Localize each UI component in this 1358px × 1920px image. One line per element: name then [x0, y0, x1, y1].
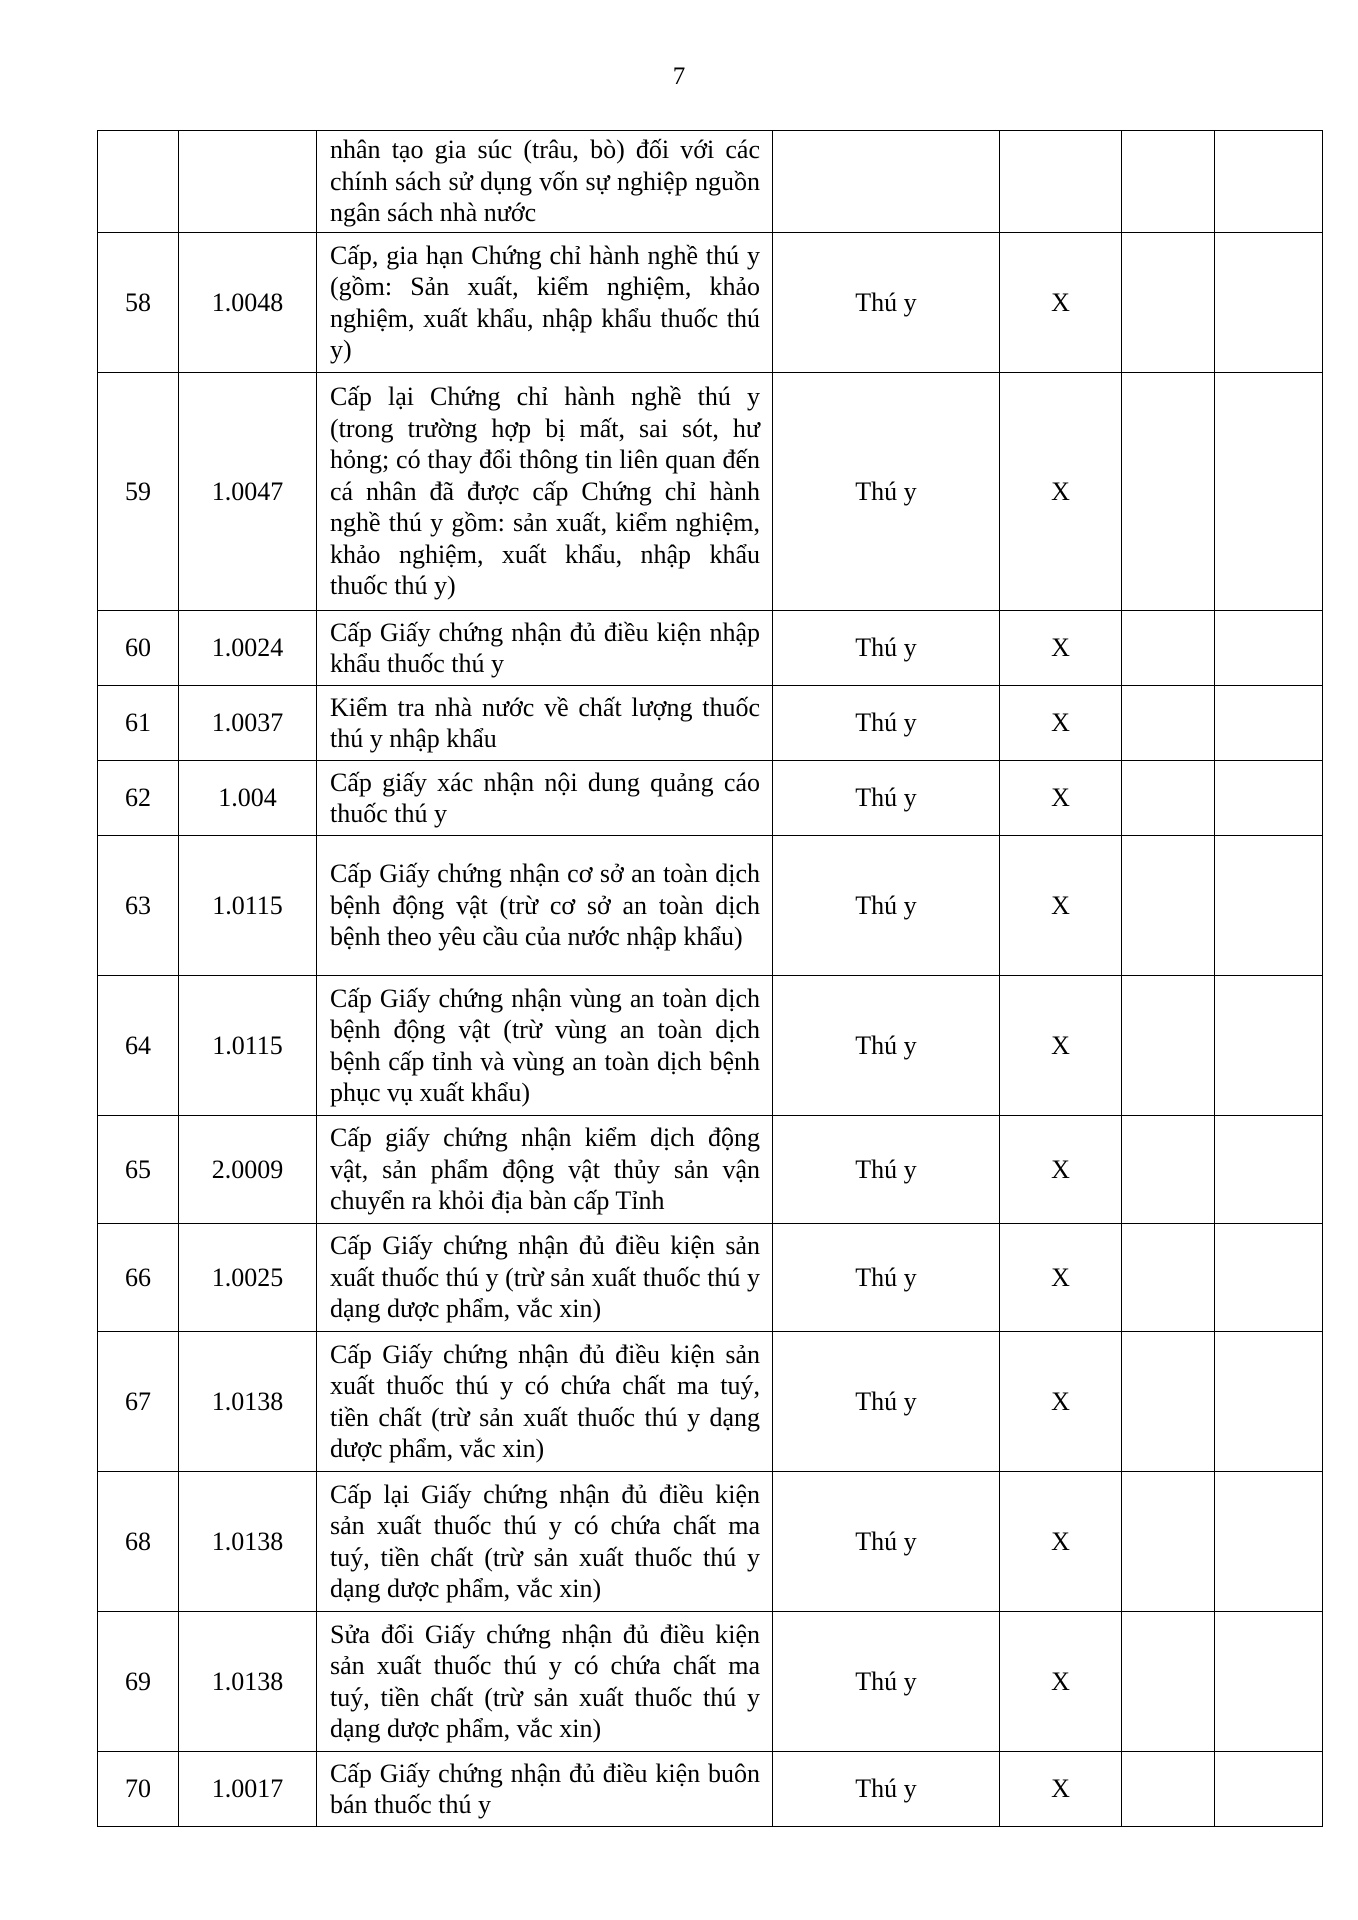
- cell-extra-1: [1122, 976, 1215, 1116]
- cell-mark: X: [1000, 1332, 1122, 1472]
- cell-extra-2: [1215, 611, 1323, 686]
- cell-no: 68: [98, 1472, 179, 1612]
- cell-field: Thú y: [773, 976, 1000, 1116]
- cell-procedure: Cấp Giấy chứng nhận vùng an toàn dịch bệnh động vật (trừ vùng an toàn dịch bệnh cấp tỉnh và vùng an toàn dịch bệnh phục vụ xuất khẩu): [317, 976, 773, 1116]
- table-row-continued: [98, 131, 1323, 233]
- cell-mark: X: [1000, 611, 1122, 686]
- cell-field: Thú y: [773, 1472, 1000, 1612]
- cell-field: [773, 131, 1000, 233]
- cell-extra-1: [1122, 1612, 1215, 1752]
- cell-mark: X: [1000, 836, 1122, 976]
- cell-procedure: Cấp lại Chứng chỉ hành nghề thú y (trong trường hợp bị mất, sai sót, hư hỏng; có thay đổi thông tin liên quan đến cá nhân đã được cấp Chứng chỉ hành nghề thú y gồm: sản xuất, kiểm nghiệm, khảo nghiệm, xuất khẩu, nhập khẩu thuốc thú y): [317, 373, 773, 611]
- cell-code: 1.0138: [179, 1612, 317, 1752]
- cell-field: Thú y: [773, 233, 1000, 373]
- cell-extra-1: [1122, 1332, 1215, 1472]
- cell-no: 66: [98, 1224, 179, 1332]
- cell-mark: X: [1000, 1116, 1122, 1224]
- cell-extra-1: [1122, 836, 1215, 976]
- cell-extra-1: [1122, 761, 1215, 836]
- cell-mark: X: [1000, 1612, 1122, 1752]
- cell-extra-1: [1122, 1224, 1215, 1332]
- cell-extra-1: [1122, 611, 1215, 686]
- table-row: [98, 1612, 1323, 1752]
- cell-no: 63: [98, 836, 179, 976]
- cell-extra-2: [1215, 1224, 1323, 1332]
- cell-extra-1: [1122, 233, 1215, 373]
- cell-code: 1.0037: [179, 686, 317, 761]
- cell-extra-2: [1215, 131, 1323, 233]
- cell-code: 1.0138: [179, 1332, 317, 1472]
- cell-extra-2: [1215, 1752, 1323, 1827]
- cell-no: 62: [98, 761, 179, 836]
- cell-no: 67: [98, 1332, 179, 1472]
- cell-no: 64: [98, 976, 179, 1116]
- cell-code: 1.0115: [179, 976, 317, 1116]
- cell-field: Thú y: [773, 1612, 1000, 1752]
- cell-extra-2: [1215, 976, 1323, 1116]
- cell-field: Thú y: [773, 761, 1000, 836]
- cell-extra-1: [1122, 686, 1215, 761]
- cell-code: 2.0009: [179, 1116, 317, 1224]
- table-row: [98, 373, 1323, 611]
- cell-code: 1.0025: [179, 1224, 317, 1332]
- cell-code: 1.0048: [179, 233, 317, 373]
- cell-procedure: Cấp Giấy chứng nhận đủ điều kiện buôn bán thuốc thú y: [317, 1752, 773, 1827]
- cell-field: Thú y: [773, 373, 1000, 611]
- cell-code: 1.0138: [179, 1472, 317, 1612]
- cell-code: 1.0017: [179, 1752, 317, 1827]
- cell-field: Thú y: [773, 686, 1000, 761]
- cell-extra-1: [1122, 131, 1215, 233]
- cell-code: [179, 131, 317, 233]
- cell-mark: X: [1000, 1752, 1122, 1827]
- cell-mark: X: [1000, 761, 1122, 836]
- cell-procedure: Cấp giấy xác nhận nội dung quảng cáo thuốc thú y: [317, 761, 773, 836]
- cell-extra-2: [1215, 1332, 1323, 1472]
- cell-extra-2: [1215, 373, 1323, 611]
- cell-no: [98, 131, 179, 233]
- table-row: [98, 1116, 1323, 1224]
- table-row: [98, 611, 1323, 686]
- table-row: [98, 761, 1323, 836]
- cell-field: Thú y: [773, 1752, 1000, 1827]
- procedures-table: [97, 130, 1323, 1827]
- cell-no: 58: [98, 233, 179, 373]
- cell-no: 60: [98, 611, 179, 686]
- cell-procedure: Cấp lại Giấy chứng nhận đủ điều kiện sản xuất thuốc thú y có chứa chất ma tuý, tiền chất (trừ sản xuất thuốc thú y dạng dược phẩm, vắc xin): [317, 1472, 773, 1612]
- cell-mark: [1000, 131, 1122, 233]
- cell-extra-2: [1215, 761, 1323, 836]
- cell-code: 1.004: [179, 761, 317, 836]
- cell-extra-1: [1122, 373, 1215, 611]
- cell-no: 70: [98, 1752, 179, 1827]
- cell-procedure: Cấp giấy chứng nhận kiểm dịch động vật, sản phẩm động vật thủy sản vận chuyển ra khỏi địa bàn cấp Tỉnh: [317, 1116, 773, 1224]
- cell-field: Thú y: [773, 1224, 1000, 1332]
- cell-extra-1: [1122, 1752, 1215, 1827]
- cell-extra-2: [1215, 1472, 1323, 1612]
- cell-procedure: Cấp Giấy chứng nhận đủ điều kiện nhập khẩu thuốc thú y: [317, 611, 773, 686]
- cell-procedure: Cấp, gia hạn Chứng chỉ hành nghề thú y (gồm: Sản xuất, kiểm nghiệm, khảo nghiệm, xuất khẩu, nhập khẩu thuốc thú y): [317, 233, 773, 373]
- cell-mark: X: [1000, 686, 1122, 761]
- cell-no: 59: [98, 373, 179, 611]
- cell-procedure: Sửa đổi Giấy chứng nhận đủ điều kiện sản xuất thuốc thú y có chứa chất ma tuý, tiền chất (trừ sản xuất thuốc thú y dạng dược phẩm, vắc xin): [317, 1612, 773, 1752]
- cell-mark: X: [1000, 976, 1122, 1116]
- cell-extra-1: [1122, 1472, 1215, 1612]
- cell-procedure: Kiểm tra nhà nước về chất lượng thuốc thú y nhập khẩu: [317, 686, 773, 761]
- cell-no: 61: [98, 686, 179, 761]
- cell-mark: X: [1000, 373, 1122, 611]
- table-row: [98, 1472, 1323, 1612]
- cell-procedure: Cấp Giấy chứng nhận cơ sở an toàn dịch bệnh động vật (trừ cơ sở an toàn dịch bệnh theo yêu cầu của nước nhập khẩu): [317, 836, 773, 976]
- cell-extra-2: [1215, 686, 1323, 761]
- cell-extra-2: [1215, 1116, 1323, 1224]
- table-row: [98, 686, 1323, 761]
- page-number: 7: [672, 63, 686, 90]
- cell-mark: X: [1000, 1472, 1122, 1612]
- table-row: [98, 233, 1323, 373]
- cell-code: 1.0047: [179, 373, 317, 611]
- table-row: [98, 976, 1323, 1116]
- cell-code: 1.0024: [179, 611, 317, 686]
- cell-extra-2: [1215, 1612, 1323, 1752]
- cell-procedure: nhân tạo gia súc (trâu, bò) đối với các chính sách sử dụng vốn sự nghiệp nguồn ngân sách nhà nước: [317, 131, 773, 233]
- cell-field: Thú y: [773, 836, 1000, 976]
- cell-field: Thú y: [773, 1332, 1000, 1472]
- cell-extra-2: [1215, 233, 1323, 373]
- cell-code: 1.0115: [179, 836, 317, 976]
- cell-field: Thú y: [773, 611, 1000, 686]
- cell-mark: X: [1000, 1224, 1122, 1332]
- cell-no: 69: [98, 1612, 179, 1752]
- cell-extra-1: [1122, 1116, 1215, 1224]
- cell-procedure: Cấp Giấy chứng nhận đủ điều kiện sản xuất thuốc thú y (trừ sản xuất thuốc thú y dạng dược phẩm, vắc xin): [317, 1224, 773, 1332]
- cell-extra-2: [1215, 836, 1323, 976]
- cell-procedure: Cấp Giấy chứng nhận đủ điều kiện sản xuất thuốc thú y có chứa chất ma tuý, tiền chất (trừ sản xuất thuốc thú y dạng dược phẩm, vắc xin): [317, 1332, 773, 1472]
- table-row: [98, 1332, 1323, 1472]
- table-row: [98, 1224, 1323, 1332]
- table-row: [98, 836, 1323, 976]
- cell-field: Thú y: [773, 1116, 1000, 1224]
- cell-mark: X: [1000, 233, 1122, 373]
- cell-no: 65: [98, 1116, 179, 1224]
- table-row: [98, 1752, 1323, 1827]
